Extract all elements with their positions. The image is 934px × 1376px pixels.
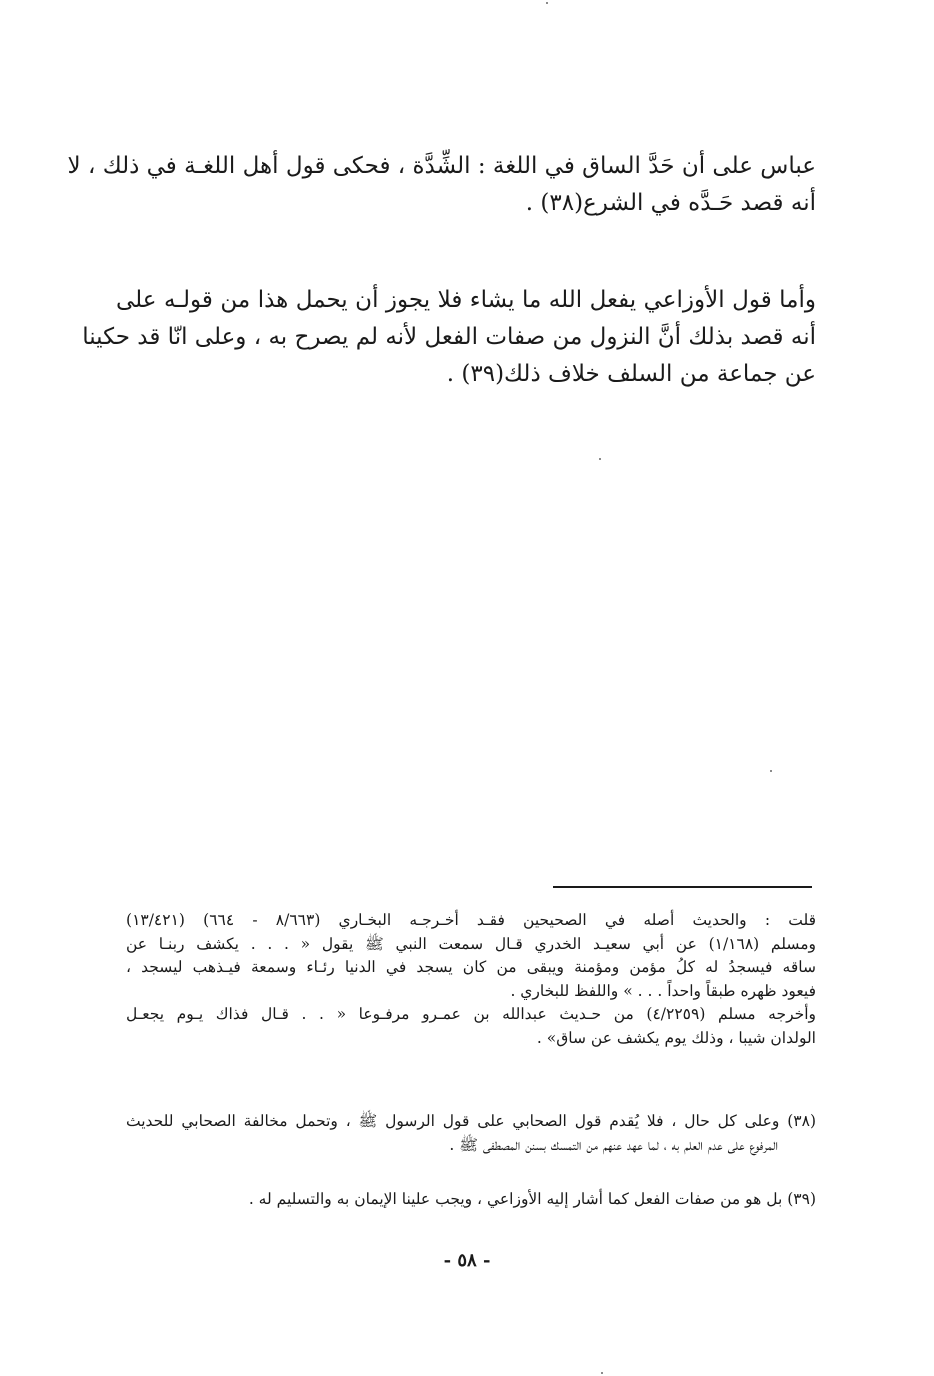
footnote-line: ساقه فيسجدُ له كلُ مؤمن ومؤمنة ويبقى من كان يسجد في الدنيا رئـاء وسمعة فيـذهب ليسجد ،: [126, 958, 816, 976]
scan-speck: [599, 458, 601, 460]
scan-speck: [770, 770, 772, 772]
scan-speck: [546, 2, 548, 4]
body-line: وأما قول الأوزاعي يفعل الله ما يشاء فلا يجوز أن يحمل هذا من قولـه على: [116, 287, 816, 313]
footnote-line: (٣٩) بل هو من صفات الفعل كما أشار إليه الأوزاعي ، ويجب علينا الإيمان به والتسليم له .: [248, 1190, 816, 1208]
footnote-line: فيعود ظهره طبقاً واحداً . . . » واللفظ للبخاري .: [510, 981, 816, 1000]
footnote-line: (٣٨) وعلى كل حال ، فلا يُقدم قول الصحابي على قول الرسول ﷺ ، وتحمل مخالفة الصحابي للحديث: [126, 1112, 816, 1130]
footnote-line: ومسلم (١/١٦٨) عن أبي سعيـد الخدري قـال سمعت النبي ﷺ يقول « . . . يكشف ربنـا عن: [126, 934, 816, 953]
footnote-38: [126, 1110, 816, 1157]
footnote-line: قلت : والحديث أصله في الصحيحين فقـد أخـرجـه البخـاري (٨/٦٦٣ - ٦٦٤) (١٣/٤٢١): [126, 911, 816, 929]
body-line: أنه قصد بذلك أنَّ النزول من صفات الفعل لأنه لم يصرح به ، وعلى انّا قد حكينا: [82, 324, 816, 350]
footnote-commentary: [126, 909, 816, 1050]
body-line: عن جماعة من السلف خلاف ذلك(٣٩) .: [446, 361, 816, 387]
body-paragraph-1: [67, 148, 816, 222]
footnote-line: المرفوع على عدم العلم به ، لما عهد عنهم من التمسك بسنن المصطفى ﷺ .: [449, 1135, 778, 1154]
footnote-line: وأخرجه مسلم (٤/٢٢٥٩) من حـديث عبدالله بن عمـرو مرفـوعا « . . قـال فذاك يـوم يجعـل: [126, 1005, 816, 1023]
page-number: - ٥٨ -: [443, 1250, 491, 1271]
footnote-separator: [553, 886, 812, 888]
scan-speck: [601, 1372, 603, 1374]
body-paragraph-2: [82, 282, 816, 393]
body-line: عباس على أن حَدَّ الساق في اللغة : الشِّدَّة ، فحكى قول أهل اللغـة في ذلك ، لا: [67, 153, 816, 179]
footnote-line: الولدان شيبا ، وذلك يوم يكشف عن ساق» .: [536, 1028, 816, 1047]
footnote-39: [126, 1188, 816, 1212]
body-line: أنه قصد حَـدَّه في الشرع(٣٨) .: [525, 190, 816, 216]
